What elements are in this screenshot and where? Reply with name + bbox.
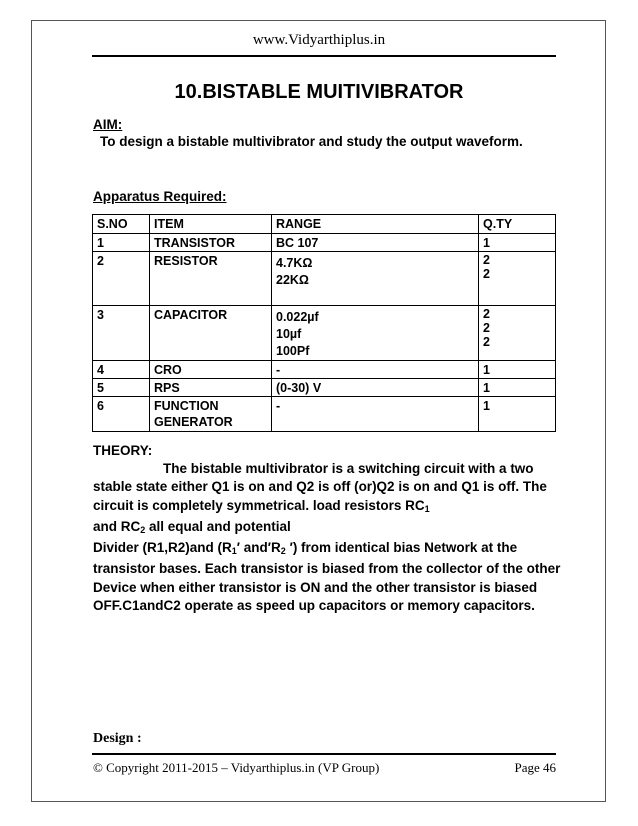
subscript: 2 <box>140 524 146 535</box>
cell-sno: 3 <box>93 306 150 361</box>
cell-item: RESISTOR <box>150 252 272 306</box>
qty-value: 2 <box>483 267 490 281</box>
cell-range <box>272 252 479 306</box>
aim-label: AIM: <box>93 117 123 132</box>
table-row <box>93 252 556 306</box>
aim-text: To design a bistable multivibrator and study the output waveform. <box>100 134 523 149</box>
apparatus-label: Apparatus Required: <box>93 189 227 204</box>
range-value: 22KΩ <box>276 273 309 287</box>
range-value: 0.022µf <box>276 310 319 324</box>
cell-qty: 1 <box>479 379 556 397</box>
cell-item: CAPACITOR <box>150 306 272 361</box>
cell-range: (0-30) V <box>272 379 479 397</box>
item-line: FUNCTION <box>154 399 219 413</box>
theory-p3b: ) from identical bias Network at the transistor bases. Each transistor is biased from the collector of the other <box>93 540 561 577</box>
cell-item <box>150 397 272 432</box>
range-value: 100Pf <box>276 344 310 358</box>
cell-qty <box>479 252 556 306</box>
subscript: 1 <box>424 503 430 514</box>
range-value: 10µf <box>276 327 302 341</box>
cell-qty: 1 <box>479 361 556 379</box>
footer-copyright: © Copyright 2011-2015 – Vidyarthiplus.in (VP Group) <box>93 760 380 775</box>
cell-sno: 4 <box>93 361 150 379</box>
footer-rule <box>92 753 556 755</box>
page-title: 10.BISTABLE MUITIVIBRATOR <box>174 81 464 103</box>
cell-sno: 5 <box>93 379 150 397</box>
theory-p3a: Divider (R1,R2)and (R <box>93 540 232 556</box>
table-row <box>93 234 556 252</box>
prime-mark: ′ <box>236 540 241 556</box>
subscript: 1 <box>231 546 237 557</box>
header-site: www.Vidyarthiplus.in <box>252 32 386 48</box>
cell-sno: 1 <box>93 234 150 252</box>
theory-paragraph <box>93 539 563 579</box>
design-label: Design : <box>93 731 142 746</box>
cell-qty <box>479 306 556 361</box>
header-item: ITEM <box>150 215 272 234</box>
footer-page-number: Page 46 <box>514 760 556 775</box>
table-row <box>93 306 556 361</box>
cell-range: - <box>272 361 479 379</box>
qty-value: 2 <box>483 321 490 335</box>
cell-range: BC 107 <box>272 234 479 252</box>
theory-p1: The bistable multivibrator is a switching circuit with a two stable state either Q1 is on and Q2 is off (or)Q2 is on and Q1 is off. The circuit is completely symmetrical. load resistors RC <box>93 461 547 513</box>
theory-paragraph <box>93 518 563 539</box>
header-qty: Q.TY <box>479 215 556 234</box>
table-row <box>93 361 556 379</box>
header-range: RANGE <box>272 215 479 234</box>
subscript: 2 <box>280 546 286 557</box>
prime-mark: ′ <box>285 540 293 556</box>
qty-value: 2 <box>483 253 490 267</box>
item-line: GENERATOR <box>154 415 233 429</box>
cell-item: CRO <box>150 361 272 379</box>
cell-sno: 6 <box>93 397 150 432</box>
table-header-row <box>93 215 556 234</box>
theory-p2b: all equal and potential <box>145 518 291 534</box>
cell-item: TRANSISTOR <box>150 234 272 252</box>
qty-value: 2 <box>483 335 490 349</box>
table-row <box>93 397 556 432</box>
cell-item: RPS <box>150 379 272 397</box>
cell-qty: 1 <box>479 397 556 432</box>
table-row <box>93 379 556 397</box>
header-sno: S.NO <box>93 215 150 234</box>
theory-body <box>93 460 563 615</box>
apparatus-table <box>92 214 556 432</box>
theory-label: THEORY: <box>93 443 153 458</box>
theory-p2a: and RC <box>93 518 141 534</box>
cell-range: - <box>272 397 479 432</box>
theory-paragraph <box>93 460 563 518</box>
cell-sno: 2 <box>93 252 150 306</box>
theory-paragraph: Device when either transistor is ON and the other transistor is biased OFF.C1andC2 operate as speed up capacitors or memory capacitors. <box>93 579 538 614</box>
cell-qty: 1 <box>479 234 556 252</box>
range-value: 4.7KΩ <box>276 256 313 270</box>
cell-range <box>272 306 479 361</box>
theory-p3mid: and′R <box>240 540 281 556</box>
header-rule <box>92 55 556 57</box>
qty-value: 2 <box>483 307 490 321</box>
